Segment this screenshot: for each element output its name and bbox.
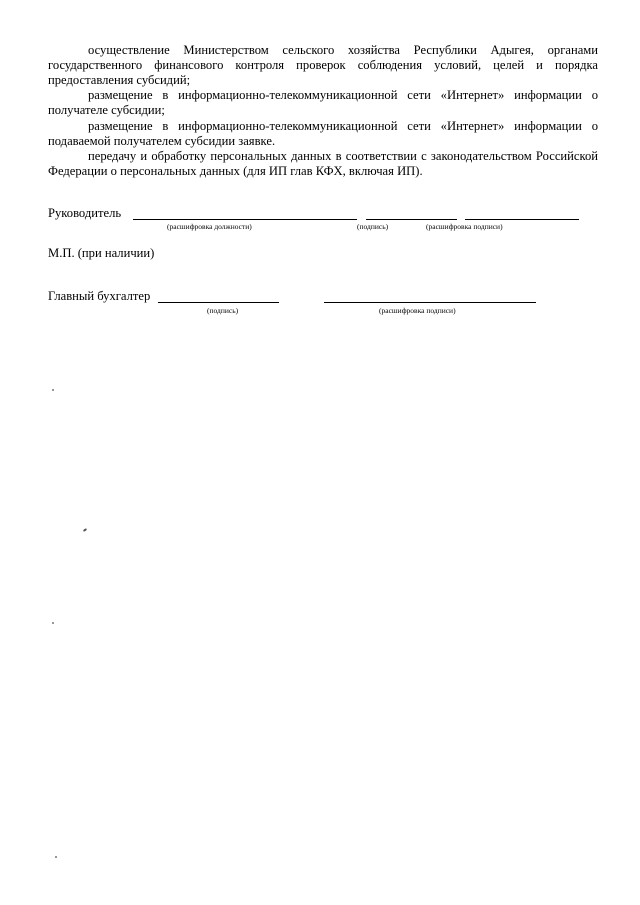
paragraph-control-checks: осуществление Министерством сельского хозяйства Республики Адыгея, органами государственного финансового контроля проверок соблюдения условий, целей и порядка предоставления субсидий; xyxy=(48,43,598,88)
accountant-signature-line xyxy=(158,302,279,303)
accountant-name-caption: (расшифровка подписи) xyxy=(379,306,456,315)
head-position-line xyxy=(133,219,357,220)
stamp-label: М.П. (при наличии) xyxy=(48,246,155,260)
scan-speck xyxy=(55,856,57,858)
paragraph-internet-recipient: размещение в информационно-телекоммуникационной сети «Интернет» информации о получателе субсидии; xyxy=(48,88,598,118)
head-name-line xyxy=(465,219,579,220)
paragraph-internet-application: размещение в информационно-телекоммуникационной сети «Интернет» информации о подаваемой получателем субсидии заявке. xyxy=(48,119,598,149)
head-name-caption: (расшифровка подписи) xyxy=(426,222,503,231)
paragraph-personal-data: передачу и обработку персональных данных в соответствии с законодательством Российской Федерации о персональных данных (для ИП глав КФХ, включая ИП). xyxy=(48,149,598,179)
scan-speck xyxy=(52,622,54,624)
accountant-name-line xyxy=(324,302,536,303)
head-position-caption: (расшифровка должности) xyxy=(167,222,252,231)
head-signature-line xyxy=(366,219,457,220)
accountant-signature-caption: (подпись) xyxy=(207,306,239,315)
accountant-label: Главный бухгалтер xyxy=(48,289,151,303)
scan-speck xyxy=(52,389,54,391)
scan-speck xyxy=(83,528,87,532)
head-label: Руководитель xyxy=(48,206,122,220)
head-signature-caption: (подпись) xyxy=(357,222,389,231)
